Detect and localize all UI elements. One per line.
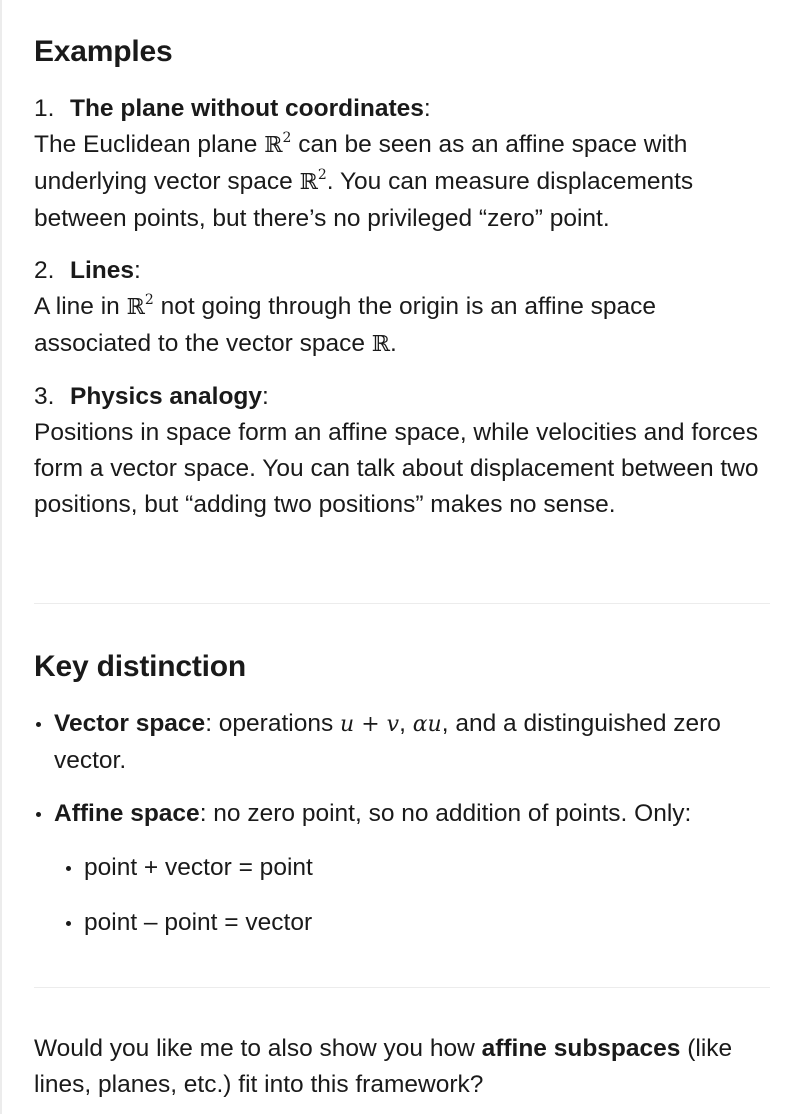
example-body: A line in ℝ$^2$ not going through the origin is an affine space associated to the vector space ℝ. [34, 292, 656, 357]
list-item: Vector space: operations u + v, αu, and a distinguished zero vector. [34, 706, 774, 779]
example-title: Lines [70, 257, 134, 284]
sub-list-item: point – point = vector [64, 905, 764, 941]
real-numbers-symbol: ℝ [371, 332, 391, 357]
bullet-icon [64, 905, 84, 941]
bullet-icon [34, 796, 54, 832]
example-number: 1. [34, 95, 55, 122]
example-item: 1. The plane without coordinates : The Euclidean plane ℝ$^2$ can be seen as an affine space with underlying vector space ℝ$^2$. You can measure displacements between points, but there’s no privileged “zero” point. [34, 91, 774, 237]
math-expression: αu [412, 712, 442, 737]
examples-heading: Examples [34, 35, 173, 68]
closing-question: Would you like me to also show you how affine subspaces (like lines, planes, etc.) fit into this framework? [34, 1035, 733, 1098]
example-number: 2. [34, 257, 55, 284]
key-distinction-heading: Key distinction [34, 650, 247, 683]
example-body: The Euclidean plane ℝ$^2$ can be seen as an affine space with underlying vector space ℝ$^2$. You can measure displacements between points, but there’s no privileged “zero” point. [34, 130, 694, 232]
bullet-icon [64, 850, 84, 886]
list-item: Affine space: no zero point, so no addition of points. Only: [34, 796, 774, 832]
example-item: 3. Physics analogy : Positions in space form an affine space, while velocities and forces form a vector space. You can talk about displacement between two positions, but “adding two positions” makes no sense. [34, 379, 774, 523]
example-title: Physics analogy [70, 383, 263, 410]
real-numbers-symbol: ℝ [264, 133, 283, 158]
bullet-icon [34, 706, 54, 779]
real-numbers-symbol: ℝ [299, 170, 318, 195]
divider [34, 603, 770, 604]
divider [34, 987, 770, 988]
real-numbers-symbol: ℝ [126, 295, 145, 320]
example-item: 2. Lines : A line in ℝ$^2$ not going through the origin is an affine space associated to the vector space ℝ. [34, 253, 774, 363]
example-number: 3. [34, 383, 55, 410]
math-expression: u + v [340, 712, 400, 737]
example-body: Positions in space form an affine space, while velocities and forces form a vector space. You can talk about displacement between two positions, but “adding two positions” makes no sense. [34, 419, 759, 518]
example-title: The plane without coordinates [70, 95, 424, 122]
sub-list-item: point + vector = point [64, 850, 764, 886]
